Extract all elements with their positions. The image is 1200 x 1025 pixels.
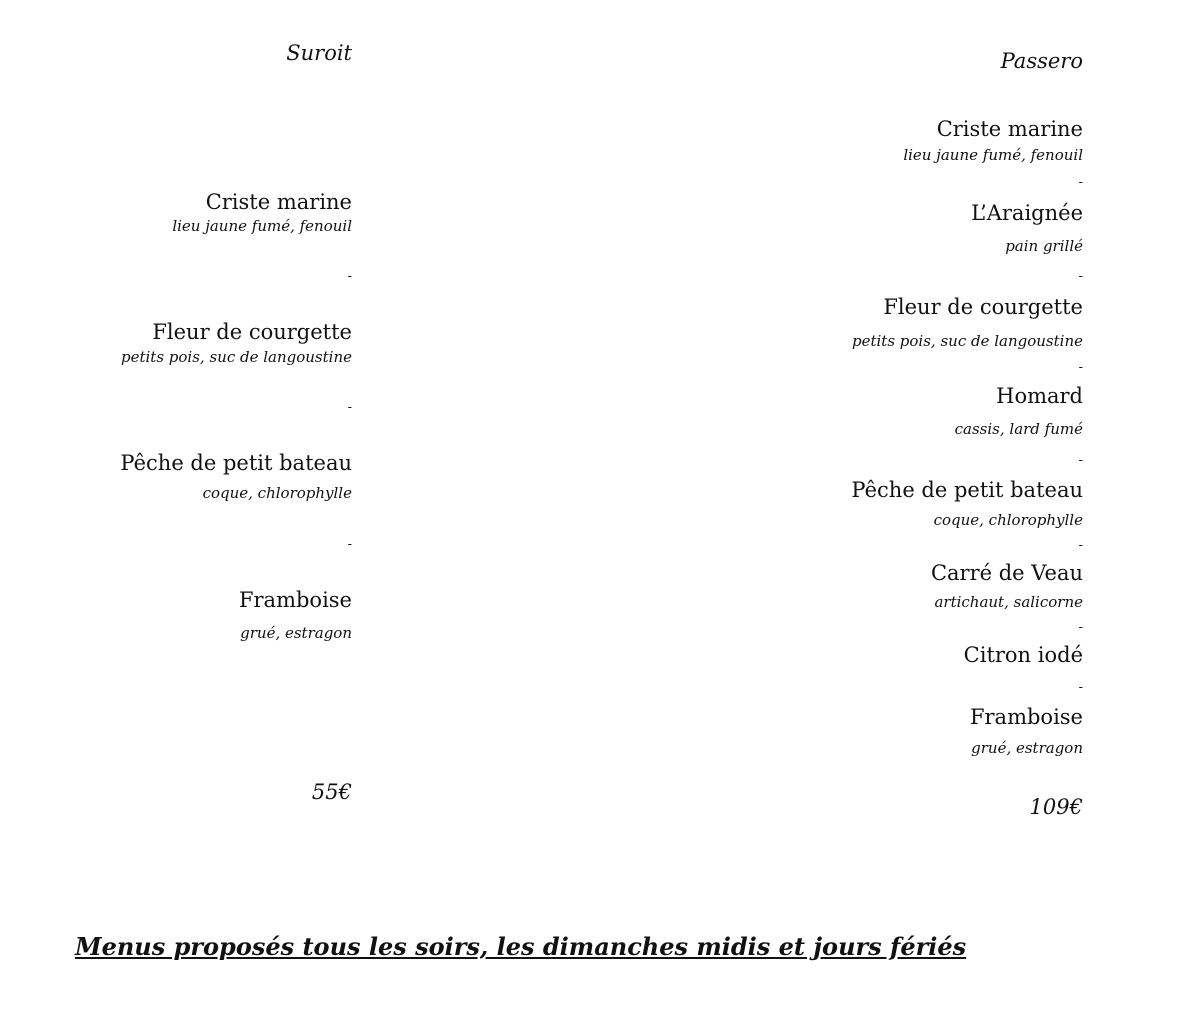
dish-desc: artichaut, salicorne — [934, 593, 1083, 611]
dish-name: Framboise — [238, 588, 352, 612]
dish-desc: pain grillé — [1005, 237, 1083, 255]
menu-price: 55€ — [311, 780, 352, 804]
separator: - — [1078, 680, 1083, 695]
dish-desc: petits pois, suc de langoustine — [852, 332, 1083, 350]
availability-note: Menus proposés tous les soirs, les dimanches midis et jours fériés — [75, 932, 967, 961]
dish-name: Fleur de courgette — [152, 320, 352, 344]
dish-desc: coque, chlorophylle — [202, 484, 352, 502]
separator: - — [1078, 175, 1083, 190]
separator: - — [347, 269, 352, 284]
menu-price: 109€ — [1029, 795, 1083, 819]
dish-name: L’Araignée — [971, 201, 1083, 225]
dish-name: Carré de Veau — [930, 561, 1083, 585]
dish-desc: lieu jaune fumé, fenouil — [172, 217, 352, 235]
separator: - — [347, 400, 352, 415]
dish-name: Framboise — [969, 705, 1083, 729]
dish-name: Criste marine — [936, 117, 1083, 141]
menu-title: Passero — [1000, 49, 1083, 73]
menu-title: Suroit — [286, 41, 352, 65]
dish-desc: petits pois, suc de langoustine — [121, 348, 352, 366]
separator: - — [1078, 538, 1083, 553]
dish-desc: coque, chlorophylle — [933, 511, 1083, 529]
separator: - — [1078, 620, 1083, 635]
dish-desc: grué, estragon — [240, 624, 352, 642]
separator: - — [1078, 453, 1083, 468]
dish-name: Pêche de petit bateau — [120, 451, 352, 475]
dish-name: Homard — [996, 384, 1083, 408]
dish-name: Criste marine — [205, 190, 352, 214]
separator: - — [347, 537, 352, 552]
separator: - — [1078, 269, 1083, 284]
dish-desc: lieu jaune fumé, fenouil — [903, 146, 1083, 164]
dish-desc: grué, estragon — [971, 739, 1083, 757]
dish-name: Fleur de courgette — [883, 295, 1083, 319]
dish-name: Citron iodé — [963, 643, 1083, 667]
dish-desc: cassis, lard fumé — [954, 420, 1083, 438]
separator: - — [1078, 360, 1083, 375]
dish-name: Pêche de petit bateau — [851, 478, 1083, 502]
